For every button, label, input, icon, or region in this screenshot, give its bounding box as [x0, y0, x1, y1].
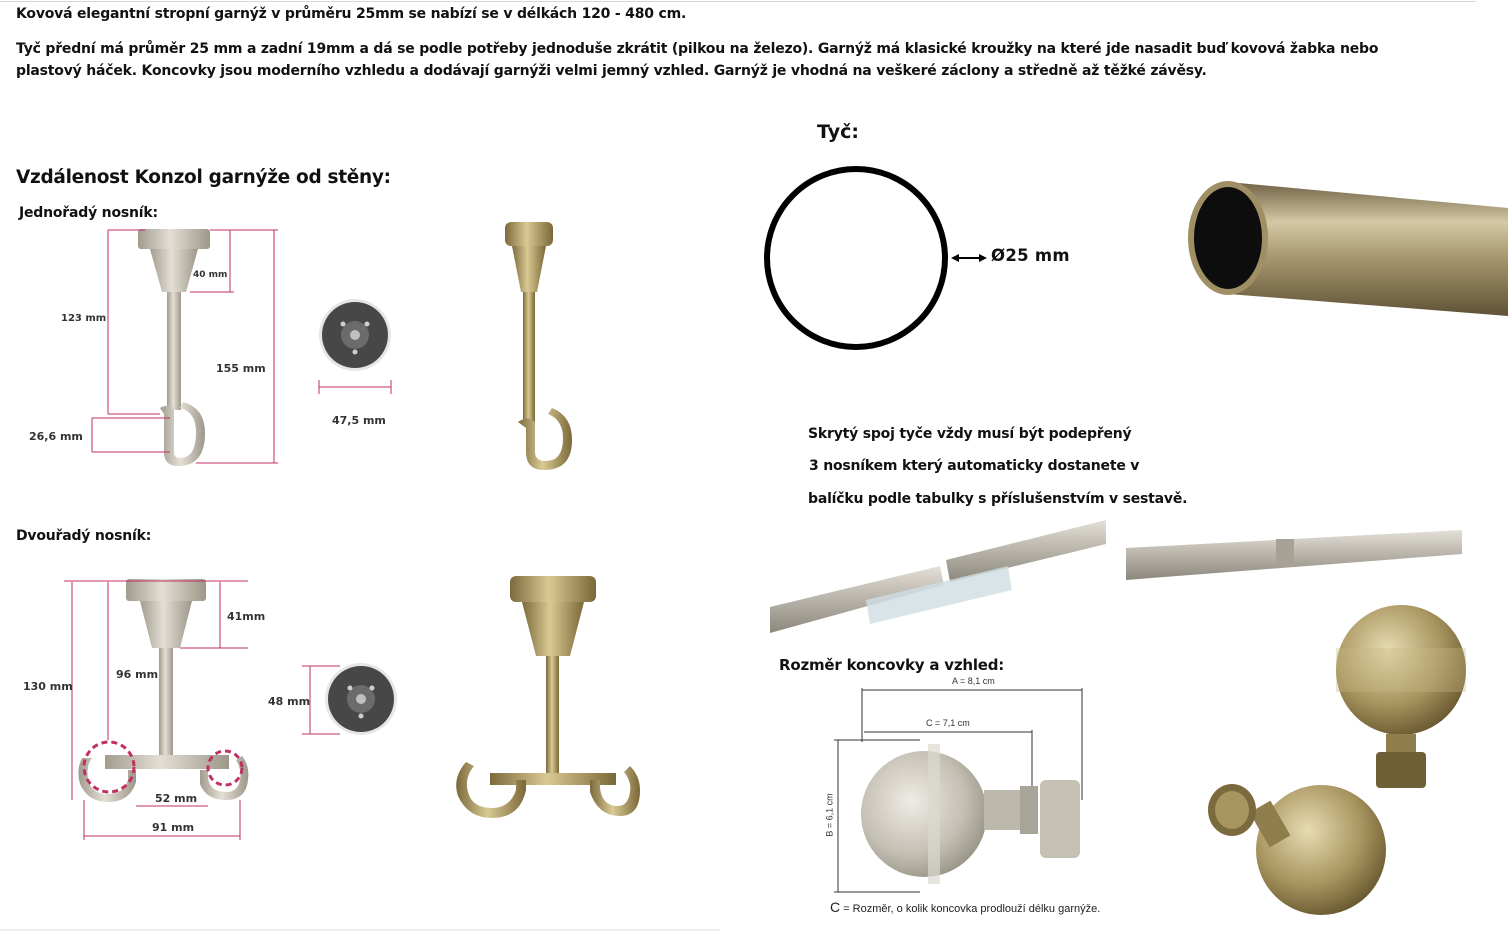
- double-bracket-label: Dvouřadý nosník:: [16, 528, 152, 544]
- dim-double-width: 91 mm: [152, 821, 195, 834]
- dim-single-hook: 26,6 mm: [29, 430, 83, 443]
- dim-single-base: 47,5 mm: [332, 414, 386, 427]
- rod-heading: Tyč:: [817, 121, 859, 143]
- finial-dim-a: A = 8,1 cm: [952, 676, 995, 686]
- dim-double-total: 130 mm: [23, 680, 73, 693]
- bottom-divider: [0, 929, 720, 931]
- finial-caption-letter: C: [830, 899, 841, 915]
- intro-line-1: Kovová elegantní stropní garnýž v průměru 25mm se nabízí se v délkách 120 - 480 cm.: [16, 6, 687, 22]
- dim-double-inner: 96 mm: [116, 668, 159, 681]
- intro-paragraph: Tyč přední má průměr 25 mm a zadní 19mm a dá se podle potřeby jednoduše zkrátit (pilkou na železo). Garnýž má klasické kroužky na které jde nasadit buď kovová žabka nebo plastový háček. Koncovky jsou moderního vzhledu a dodávají garnýži velmi jemný vzhled. Garnýž je vhodná na veškeré záclony a středně až těžké závěsy.: [16, 41, 1379, 79]
- finial-caption-text: = Rozměr, o kolik koncovka prodlouží délku garnýže.: [840, 903, 1101, 915]
- rod-note-line-3: balíčku podle tabulky s příslušenstvím v sestavě.: [808, 491, 1188, 507]
- dim-double-top: 41mm: [227, 610, 266, 623]
- rod-note-line-1: Skrytý spoj tyče vždy musí být podepřený: [808, 426, 1132, 442]
- single-bracket-label: Jednořadý nosník:: [19, 205, 158, 221]
- dim-single-height: 123 mm: [61, 313, 107, 324]
- rod-diameter: Ø25 mm: [991, 246, 1070, 265]
- rod-note-line-2: 3 nosníkem který automaticky dostanete v: [809, 458, 1140, 474]
- dim-single-total: 155 mm: [216, 362, 266, 375]
- finial-dim-c: C = 7,1 cm: [926, 718, 970, 728]
- dim-double-base: 48 mm: [268, 695, 311, 708]
- finial-heading: Rozměr koncovky a vzhled:: [779, 656, 1005, 674]
- dim-single-top: 40 mm: [193, 270, 228, 280]
- brackets-heading: Vzdálenost Konzol garnýže od stěny:: [16, 167, 391, 188]
- dim-double-gap: 52 mm: [155, 792, 198, 805]
- finial-dim-b: B = 6,1 cm: [824, 793, 835, 837]
